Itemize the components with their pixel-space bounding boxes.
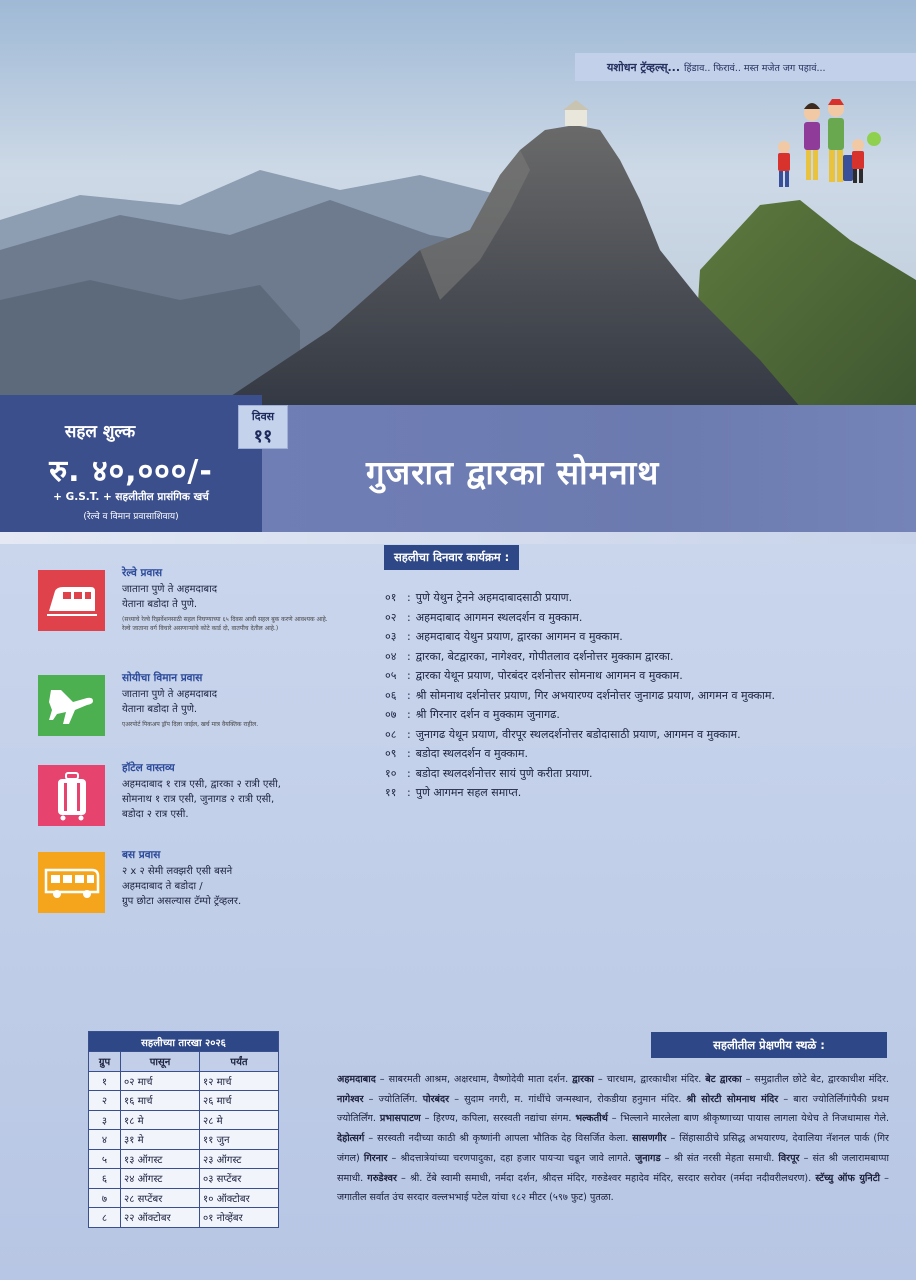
feature-line: २ x २ सेमी लक्झरी एसी बसने: [122, 866, 233, 877]
sight-desc: हिरण्य, कपिला, सरस्वती नद्यांचा संगम.: [433, 1113, 572, 1125]
sight-desc: संत श्री जलारामबाप्पा समाधी.: [337, 1152, 889, 1184]
brand-banner: [575, 53, 916, 81]
day-number: ०२: [385, 610, 397, 624]
sight-place: भल्कतीर्थ: [575, 1113, 608, 1125]
family-illustration: [766, 95, 886, 195]
fee-label: सहल शुल्क: [64, 422, 136, 442]
table-row: [89, 1149, 279, 1169]
day-number: ०९: [385, 747, 397, 760]
column-header: ग्रुप: [89, 1052, 121, 1072]
feature-heading: सोयीचा विमान प्रवास: [122, 672, 203, 684]
sight-desc: श्री. टेंबे स्वामी समाधी, नर्मदा दर्शन, श्रीदत्त मंदिर, गरुडेश्वर महादेव मंदिर, सरदार सरोवर (नर्मदा नदीवरीलधरण).: [409, 1172, 812, 1184]
sight-place: श्री सोरटी सोमनाथ मंदिर: [686, 1093, 779, 1105]
itinerary-day: ११ : पुणे आगमन सहल समाप्त.: [385, 783, 895, 803]
day-text: द्वारका, बेटद्वारका, नागेश्वर, गोपीतलाव दर्शनोत्तर मुक्काम द्वारका.: [415, 649, 674, 663]
sight-desc: श्री संत नरसी मेहता समाधी.: [673, 1152, 775, 1164]
itinerary-day: १० : बडोदा स्थलदर्शनोत्तर सायं पुणे करीता प्रयाण.: [385, 764, 895, 784]
sight-place: प्रभासपाटण: [379, 1113, 421, 1125]
from-cell: १६ मार्च: [121, 1091, 200, 1111]
day-number: ०७: [385, 708, 397, 721]
group-cell: ४: [89, 1130, 121, 1150]
divider-band: [0, 532, 916, 544]
sight-desc: ज्योतिर्लिंग.: [378, 1093, 418, 1105]
to-cell: ११ जुन: [200, 1130, 279, 1150]
from-cell: २८ सप्टेंबर: [121, 1188, 200, 1208]
itinerary-day: ०६ : श्री सोमनाथ दर्शनोत्तर प्रयाण, गिर अभयारण्य दर्शनोत्तर जुनागढ प्रयाण, आगमन व मुक्काम.: [385, 686, 895, 706]
fee-note: (रेल्वे व विमान प्रवासाशिवाय): [83, 512, 179, 522]
day-number: ०६: [385, 688, 397, 702]
sight-desc: श्रीदत्तात्रेयांच्या चरणपादुका, दहा हजार पायऱ्या चढून जावे लागते.: [400, 1152, 632, 1164]
tour-title: गुजरात द्वारका सोमनाथ: [366, 453, 660, 492]
day-text: बडोदा स्थलदर्शनोत्तर सायं पुणे करीता प्रयाण.: [415, 766, 593, 780]
sight-place: बेट द्वारका: [705, 1074, 742, 1085]
days-label: दिवस: [251, 410, 275, 423]
itinerary-day: ०४ : द्वारका, बेटद्वारका, नागेश्वर, गोपीतलाव दर्शनोत्तर मुक्काम द्वारका.: [385, 647, 895, 667]
sight-place: सासणगीर: [632, 1133, 667, 1145]
table-row: [89, 1091, 279, 1111]
group-cell: ७: [89, 1188, 121, 1208]
group-cell: २: [89, 1091, 121, 1111]
itinerary-day: ०८ : जुनागढ येथून प्रयाण, वीरपूर स्थलदर्शनोत्तर बडोदासाठी प्रयाण, आगमन व मुक्काम.: [385, 725, 895, 745]
to-cell: ०३ सप्टेंबर: [200, 1169, 279, 1189]
sight-place: देहोत्सर्ग: [337, 1133, 365, 1145]
sights-paragraph: अहमदाबाद – साबरमती आश्रम, अक्षरधाम, वैष्णोदेवी माता दर्शन. द्वारका – चारधाम, द्वारकाधीश मंदिर. बेट द्वारका – समुद्रातील छोटे बेट, द्वारकाधीश मंदिर. नागेश्वर – ज्योतिर्लिंग. पोरबंदर – सुदाम नगरी, म. गांधींचे जन्मस्थान, रोकडीया हनुमान मंदिर. श्री सोरटी सोमनाथ मंदिर – बारा ज्योतिर्लिंगांपैकी प्रथम ज्योतिर्लिंग. प्रभासपाटण – हिरण्य, कपिला, सरस्वती नद्यांचा संगम. भल्कतीर्थ – भिल्लाने मारलेला बाण श्रीकृष्णाच्या पायास लागला येथेच ते निजधामास गेले. देहोत्सर्ग – सरस्वती नदीच्या काठी श्री कृष्णांनी आपला भौतिक देह विसर्जित केला. सासणगीर – सिंहासाठीचे प्रसिद्ध अभयारण्य, देवालिया नॅशनल पार्क (गिर जंगल) गिरनार – श्रीदत्तात्रेयांच्या चरणपादुका, दहा हजार पायऱ्या चढून जावे लागते. जुनागड – श्री संत नरसी मेहता समाधी. विरपूर – संत श्री जलारामबाप्पा समाधी. गरुडेश्वर – श्री. टेंबे स्वामी समाधी, नर्मदा दर्शन, श्रीदत्त मंदिर, गरुडेश्वर महादेव मंदिर, सरदार सरोवर (नर्मदा नदीवरीलधरण). स्टॅच्यु ऑफ युनिटी – जगातील सर्वात उंच सरदार वल्लभभाई पटेल यांचा १८२ मीटर (५९७ फुट) पुतळा.: [337, 1074, 890, 1204]
group-cell: ५: [89, 1149, 121, 1169]
days-value: ११: [253, 426, 273, 447]
itinerary-day: ०२ : अहमदाबाद आगमन स्थलदर्शन व मुक्काम.: [385, 608, 895, 628]
group-cell: ३: [89, 1110, 121, 1130]
day-text: द्वारका येथून प्रयाण, पोरबंदर दर्शनोत्तर सोमनाथ आगमन व मुक्काम.: [415, 669, 683, 682]
sight-desc: जगातील सर्वात उंच सरदार वल्लभभाई पटेल यांचा १८२ मीटर (५९७ फुट) पुतळा.: [337, 1192, 614, 1204]
title-band: [262, 405, 916, 537]
day-number: ०३: [385, 630, 397, 643]
itinerary-day: ०५ : द्वारका येथून प्रयाण, पोरबंदर दर्शनोत्तर सोमनाथ आगमन व मुक्काम.: [385, 666, 895, 686]
itinerary-day: ०७ : श्री गिरनार दर्शन व मुक्काम जुनागढ.: [385, 705, 895, 725]
feature-note: (सध्याचे रेल्वे रिझर्वेशनसाठी सहल निघण्याच्या ६५ दिवस आधी सहल बुक करणे आवश्यक आहे. रेल्वे जाताना वर्ग विचारे असणाऱ्यांचे कोटे कार्ड दो, वातपीच देतील आहे.): [122, 616, 328, 632]
feature-note: एअरपोर्ट पिकअप ड्रॉप दिला जाईल, खर्च मात्र वैयक्तिक राहील.: [122, 721, 259, 728]
day-number: १०: [385, 766, 397, 780]
table-row: [89, 1130, 279, 1150]
fee-extra: + G.S.T. + सहलीतील प्रासंगिक खर्च: [53, 491, 209, 503]
day-number: ०८: [385, 727, 397, 741]
itinerary-day: ०३ : अहमदाबाद येथुन प्रयाण, द्वारका आगमन व मुक्काम.: [385, 627, 895, 647]
bus-icon: [38, 852, 105, 913]
fee-amount: रु. ४०,०००/-: [49, 454, 213, 489]
itinerary-day: ०९ : बडोदा स्थलदर्शन व मुक्काम.: [385, 744, 895, 764]
sight-place: स्टॅच्यु ऑफ युनिटी: [815, 1172, 881, 1184]
to-cell: ०१ नोव्हेंबर: [200, 1208, 279, 1228]
days-badge: [238, 405, 288, 449]
day-text: अहमदाबाद आगमन स्थलदर्शन व मुक्काम.: [415, 610, 583, 624]
table-row: [89, 1110, 279, 1130]
itinerary-day: ०१ : पुणे येथुन ट्रेनने अहमदाबादसाठी प्रयाण.: [385, 588, 895, 608]
table-row: [89, 1169, 279, 1189]
itinerary-heading: सहलीचा दिनवार कार्यक्रम :: [384, 545, 519, 570]
sight-place: गरुडेश्वर: [367, 1172, 397, 1184]
to-cell: १२ मार्च: [200, 1071, 279, 1091]
day-number: ०१: [385, 591, 397, 604]
from-cell: ३१ मे: [121, 1130, 200, 1150]
group-cell: १: [89, 1071, 121, 1091]
day-text: श्री सोमनाथ दर्शनोत्तर प्रयाण, गिर अभयारण्य दर्शनोत्तर जुनागढ प्रयाण, आगमन व मुक्काम.: [415, 688, 775, 702]
feature-line: जाताना पुणे ते अहमदाबाद: [122, 689, 218, 700]
sight-place: विरपूर: [778, 1152, 800, 1164]
day-number: ०४: [385, 649, 397, 663]
column-header: पासून: [121, 1052, 200, 1072]
to-cell: १० ऑक्टोबर: [200, 1188, 279, 1208]
column-header: पर्यंत: [200, 1052, 279, 1072]
itinerary-list: [385, 588, 895, 803]
from-cell: ०२ मार्च: [121, 1071, 200, 1091]
table-row: [89, 1071, 279, 1091]
sight-desc: समुद्रातील छोटे बेट, द्वारकाधीश मंदिर.: [754, 1074, 889, 1085]
dates-caption: सहलीच्या तारखा २०२६: [89, 1032, 279, 1052]
feature-line: जाताना पुणे ते अहमदाबाद: [122, 584, 218, 595]
tour-dates-table: [88, 1031, 279, 1228]
day-text: पुणे आगमन सहल समाप्त.: [415, 786, 522, 799]
table-row: [89, 1188, 279, 1208]
train-icon: [38, 570, 105, 631]
day-text: पुणे येथुन ट्रेनने अहमदाबादसाठी प्रयाण.: [415, 591, 573, 604]
sight-place: पोरबंदर: [422, 1093, 450, 1105]
group-cell: ८: [89, 1208, 121, 1228]
brand-name: यशोधन ट्रॅव्हल्स्...: [607, 60, 681, 74]
from-cell: १८ मे: [121, 1110, 200, 1130]
feature-line: अहमदाबाद ते बडोदा /: [122, 881, 203, 892]
luggage-icon: [38, 765, 105, 826]
feature-line: बडोदा २ रात्र एसी.: [122, 809, 189, 820]
sight-desc: बारा ज्योतिर्लिंगांपैकी प्रथम ज्योतिर्लिंग.: [337, 1093, 889, 1125]
sight-desc: सरस्वती नदीच्या काठी श्री कृष्णांनी आपला भौतिक देह विसर्जित केला.: [377, 1133, 629, 1145]
feature-line: येताना बडोदा ते पुणे.: [122, 704, 198, 715]
feature-line: ग्रुप छोटा असल्यास टॅम्पो ट्रॅव्हलर.: [122, 896, 242, 907]
sight-place: अहमदाबाद: [337, 1074, 376, 1085]
feature-heading: हॉटेल वास्तव्य: [122, 762, 175, 774]
day-text: श्री गिरनार दर्शन व मुक्काम जुनागढ.: [415, 708, 560, 721]
feature-heading: रेल्वे प्रवास: [122, 567, 163, 579]
airplane-icon: [38, 675, 105, 736]
day-text: अहमदाबाद येथुन प्रयाण, द्वारका आगमन व मुक्काम.: [415, 630, 623, 643]
sights-heading: सहलीतील प्रेक्षणीय स्थळे :: [651, 1032, 887, 1058]
from-cell: २२ ऑक्टोबर: [121, 1208, 200, 1228]
fee-box: [0, 395, 262, 532]
sight-place: जुनागड: [635, 1152, 661, 1164]
feature-line: सोमनाथ १ रात्र एसी, जुनागड २ रात्री एसी,: [122, 794, 275, 805]
to-cell: २८ मे: [200, 1110, 279, 1130]
feature-heading: बस प्रवास: [122, 849, 161, 861]
sight-place: नागेश्वर: [337, 1093, 364, 1105]
day-text: जुनागढ येथून प्रयाण, वीरपूर स्थलदर्शनोत्तर बडोदासाठी प्रयाण, आगमन व मुक्काम.: [415, 727, 741, 741]
to-cell: २६ मार्च: [200, 1091, 279, 1111]
table-row: [89, 1208, 279, 1228]
day-number: ११: [385, 786, 397, 799]
from-cell: २४ ऑगस्ट: [121, 1169, 200, 1189]
sight-desc: सुदाम नगरी, म. गांधींचे जन्मस्थान, रोकडीया हनुमान मंदिर.: [464, 1093, 682, 1105]
group-cell: ६: [89, 1169, 121, 1189]
sight-desc: सिंहासाठीचे प्रसिद्ध अभयारण्य, देवालिया नॅशनल पार्क (गिर जंगल): [337, 1133, 889, 1164]
from-cell: १३ ऑगस्ट: [121, 1149, 200, 1169]
to-cell: २३ ऑगस्ट: [200, 1149, 279, 1169]
sight-desc: भिल्लाने मारलेला बाण श्रीकृष्णाच्या पायास लागला येथेच ते निजधामास गेले.: [620, 1113, 890, 1125]
sight-place: गिरनार: [363, 1152, 388, 1164]
sight-desc: साबरमती आश्रम, अक्षरधाम, वैष्णोदेवी माता दर्शन.: [388, 1074, 569, 1085]
sight-place: द्वारका: [572, 1074, 594, 1085]
sight-desc: चारधाम, द्वारकाधीश मंदिर.: [606, 1074, 702, 1085]
day-number: ०५: [385, 669, 397, 682]
brand-tagline: हिंडाव.. फिरावं.. मस्त मजेत जग पहावं...: [684, 62, 826, 74]
feature-line: अहमदाबाद १ रात्र एसी, द्वारका २ रात्री एसी,: [122, 779, 281, 790]
feature-line: येताना बडोदा ते पुणे.: [122, 599, 198, 610]
day-text: बडोदा स्थलदर्शन व मुक्काम.: [415, 747, 528, 760]
